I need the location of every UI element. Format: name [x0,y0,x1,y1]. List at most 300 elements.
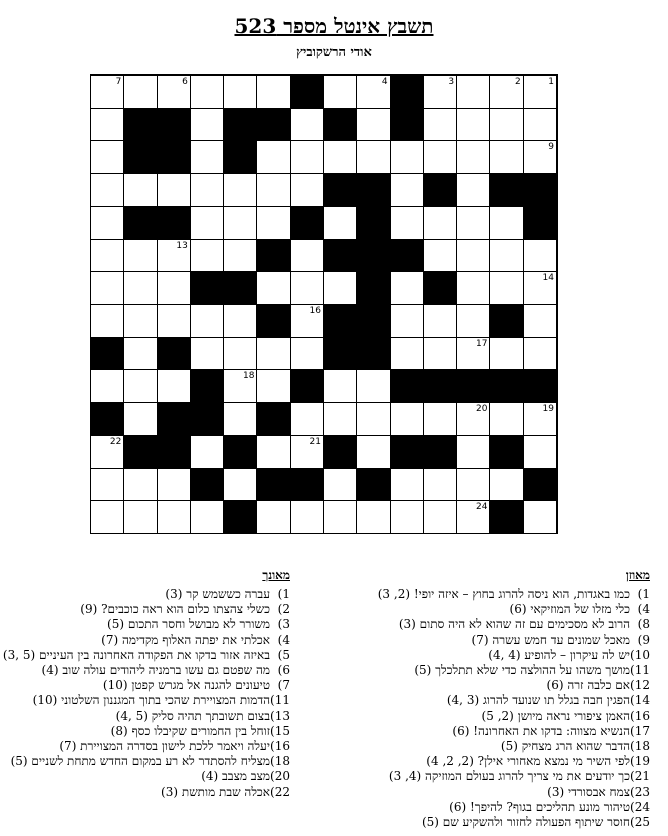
grid-cell[interactable] [157,173,191,207]
clue-number: 14) [630,693,650,708]
cell-number: 20 [475,404,488,415]
puzzle-title: תשבץ אינטל מספר 523 [234,14,434,38]
grid-cell-black [423,435,457,469]
grid-cell[interactable] [323,206,357,240]
grid-cell[interactable] [290,337,324,371]
grid-cell-black [523,369,557,403]
clue-number: 13) [270,708,290,723]
grid-cell-black [223,435,257,469]
across-clue [350,754,650,769]
grid-cell[interactable] [256,173,290,207]
grid-cell[interactable] [456,206,490,240]
across-clue [350,815,650,830]
grid-cell[interactable] [256,75,290,109]
grid-cell-black [323,239,357,273]
down-clue [0,754,290,769]
down-clue [0,678,290,693]
grid-cell[interactable] [489,140,523,174]
across-clue [350,617,650,632]
grid-cell[interactable] [190,239,224,273]
grid-cell[interactable] [523,108,557,142]
grid-cell[interactable] [223,337,257,371]
grid-cell-black [123,108,157,142]
grid-cell-black [489,369,523,403]
grid-cell[interactable] [90,206,124,240]
clue-text: כלי מזלו של המוזיקאי (6) [509,602,630,617]
grid-cell[interactable] [423,239,457,273]
across-clue [350,769,650,784]
grid-cell[interactable] [456,402,490,436]
grid-cell[interactable] [489,402,523,436]
grid-cell[interactable] [323,500,357,534]
grid-cell-black [157,337,191,371]
grid-cell[interactable] [489,468,523,502]
grid-cell[interactable] [390,206,424,240]
clue-text: יש לה עיקרון – להופיע (4 ,4) [488,647,630,662]
grid-cell-black [223,140,257,174]
grid-cell[interactable] [356,500,390,534]
across-clue [350,602,650,617]
grid-cell[interactable] [223,173,257,207]
grid-cell[interactable] [523,435,557,469]
grid-cell[interactable] [223,304,257,338]
grid-cell[interactable] [256,140,290,174]
cell-number: 21 [309,436,321,447]
grid-cell-black [157,402,191,436]
grid-cell[interactable] [323,140,357,174]
clue-text: לפי השיר מי נמצא מאחורי אילן? (2, 2, 4) [426,754,630,769]
grid-cell[interactable] [223,369,257,403]
down-clue [0,739,290,754]
grid-cell-black [190,369,224,403]
grid-cell[interactable] [390,500,424,534]
grid-cell-black [323,108,357,142]
grid-cell[interactable] [456,75,490,109]
across-clue-list [350,587,650,830]
grid-cell[interactable] [90,271,124,305]
grid-cell[interactable] [423,140,457,174]
grid-cell-black [223,271,257,305]
across-clue [350,648,650,663]
clue-number: 9) [637,632,650,647]
across-clue [350,693,650,708]
grid-cell-black [356,206,390,240]
grid-cell-black [90,337,124,371]
grid-cell[interactable] [90,108,124,142]
across-clue [350,724,650,739]
grid-cell-black [123,435,157,469]
grid-cell[interactable] [356,369,390,403]
grid-cell-black [423,271,457,305]
grid-cell-black [256,304,290,338]
clue-number: 1) [637,587,650,601]
grid-cell[interactable] [290,108,324,142]
clue-number: 11) [630,663,650,678]
clue-text: מה שפטם גם עשו ברמניה ליהודים עולה שוב (4) [41,663,270,678]
grid-cell-black [190,402,224,436]
grid-cell[interactable] [90,239,124,273]
clue-number: 15) [270,723,290,738]
grid-cell-black [390,239,424,273]
cell-number: 23 [542,469,554,480]
grid-cell-black [390,108,424,142]
grid-cell-black [390,369,424,403]
grid-cell[interactable] [90,435,124,469]
clue-text: אכלה שבת מותשת (3) [161,784,270,799]
grid-cell[interactable] [290,435,324,469]
clue-text: הנשיא מצווה: בדקו את האחרונה! (6) [452,723,630,738]
cell-number: 4 [381,77,388,87]
grid-cell[interactable] [456,239,490,273]
grid-cell[interactable] [157,75,191,109]
grid-cell[interactable] [489,271,523,305]
across-clue [350,587,650,602]
grid-cell[interactable] [390,140,424,174]
grid-cell[interactable] [523,271,557,305]
clue-number: 17) [630,723,650,738]
grid-cell[interactable] [323,369,357,403]
clue-number: 24) [630,799,650,814]
grid-cell[interactable] [256,337,290,371]
grid-cell-black [157,206,191,240]
grid-cell[interactable] [523,500,557,534]
grid-cell[interactable] [489,239,523,273]
grid-cell[interactable] [523,304,557,338]
grid-cell[interactable] [90,468,124,502]
grid-cell-black [523,173,557,207]
clue-text: משורר לא מבושל וחסר התכום (5) [107,617,270,632]
cell-number: 2 [514,77,521,87]
clue-text: צמח אבסורדי (3) [547,784,630,799]
across-clues [350,568,650,830]
grid-cell[interactable] [290,271,324,305]
grid-cell[interactable] [290,140,324,174]
across-clue [350,709,650,724]
grid-cell[interactable] [123,369,157,403]
grid-cell[interactable] [456,500,490,534]
grid-cell-black [323,304,357,338]
grid-cell[interactable] [190,140,224,174]
grid-cell[interactable] [123,75,157,109]
grid-cell[interactable] [256,500,290,534]
grid-cell-black [356,468,390,502]
grid-cell[interactable] [290,304,324,338]
grid-cell[interactable] [456,435,490,469]
clue-text: הפגין חבה בגלל תו שנועד להרוג (3 ,4) [446,693,630,708]
clue-text: הרוב לא מסכימים עם זה שהוא לא היה סתום (3) [398,617,630,632]
grid-cell-black [157,435,191,469]
grid-cell-black [290,75,324,109]
grid-cell[interactable] [456,108,490,142]
grid-cell-black [256,468,290,502]
cell-number: 12 [342,240,355,251]
grid-cell[interactable] [123,500,157,534]
grid-cell[interactable] [90,500,124,534]
down-clue [0,663,290,678]
grid-cell-black [523,468,557,502]
clue-number: 16) [630,708,650,723]
cell-number: 9 [548,142,554,153]
cell-number: 10 [342,175,355,186]
cell-number: 11 [542,207,554,218]
grid-cell[interactable] [123,402,157,436]
across-clue [350,800,650,815]
grid-cell[interactable] [90,369,124,403]
grid-cell[interactable] [390,304,424,338]
grid-cell[interactable] [423,206,457,240]
across-heading: מאוזן [625,568,650,582]
grid-cell[interactable] [157,468,191,502]
grid-cell[interactable] [456,468,490,502]
grid-cell[interactable] [523,337,557,371]
grid-cell-black [256,239,290,273]
down-clue [0,633,290,648]
grid-cell[interactable] [256,206,290,240]
across-clue [350,739,650,754]
clue-text: כשלי צהצתו כלום הוא ראה כוכבים? (9) [80,602,270,617]
grid-cell[interactable] [489,75,523,109]
grid-cell[interactable] [157,500,191,534]
clue-text: האמן ציפורי נראה מיושן (2, 5) [481,708,630,723]
grid-cell[interactable] [323,468,357,502]
cell-number: 22 [109,436,122,447]
grid-cell[interactable] [356,75,390,109]
grid-cell[interactable] [157,239,191,273]
grid-cell[interactable] [523,239,557,273]
grid-cell[interactable] [190,75,224,109]
cell-number: 16 [309,306,321,316]
puzzle-author: אודי הרשקוביץ [296,45,372,60]
grid-cell[interactable] [123,304,157,338]
down-clue [0,648,290,663]
grid-cell[interactable] [456,173,490,207]
grid-cell-black [290,468,324,502]
clue-text: מאכל שמונים עד חמש עשרה (7) [471,632,630,647]
clue-number: 18) [630,739,650,754]
grid-cell[interactable] [223,75,257,109]
grid-cell[interactable] [390,468,424,502]
down-clue [0,617,290,632]
clue-text: זוחל בין החמורים שקיבלו כסף (8) [110,723,270,738]
across-clue [350,663,650,678]
cell-number: 19 [542,404,554,415]
clue-number: 21) [630,769,650,784]
grid-cell[interactable] [290,239,324,273]
cell-number: 3 [448,77,455,87]
grid-cell-black [356,239,390,273]
grid-cell-black [123,206,157,240]
across-clue [350,633,650,648]
grid-cell[interactable] [356,108,390,142]
down-clue [0,602,290,617]
cell-number: 8 [182,109,188,120]
clue-number: 6) [277,663,290,678]
clue-number: 3) [277,617,290,632]
grid-cell[interactable] [390,173,424,207]
grid-cell[interactable] [123,239,157,273]
clue-text: כך יודעים את מי צריך להרוג בעולם המוזיקה (4, 3) [388,769,630,784]
grid-cell-black [256,108,290,142]
clue-number: 4) [277,632,290,647]
grid-cell[interactable] [157,304,191,338]
cell-number: 1 [548,77,554,87]
grid-cell-black [256,402,290,436]
grid-cell[interactable] [323,75,357,109]
cell-number: 13 [176,240,188,251]
grid-cell[interactable] [256,435,290,469]
grid-cell[interactable] [523,75,557,109]
clue-text: טיהור מונע תהליכים בגוף? להיפך! (6) [449,799,630,814]
grid-cell[interactable] [356,140,390,174]
down-heading: מאונך [262,568,290,582]
clue-text: טיעונים להגנה אל מגרש קפטן (10) [102,678,270,693]
clue-number: 20) [270,769,290,784]
cell-number: 7 [115,77,122,87]
grid-cell[interactable] [523,402,557,436]
grid-cell[interactable] [323,402,357,436]
grid-cell[interactable] [423,75,457,109]
clue-number: 2) [277,602,290,617]
grid-cell-black [356,304,390,338]
grid-cell[interactable] [456,271,490,305]
clue-text: מושך משהו על ההולצה כדי שלא תתלכלך (5) [414,663,630,678]
grid-cell[interactable] [190,500,224,534]
grid-cell[interactable] [489,206,523,240]
grid-cell[interactable] [190,337,224,371]
grid-cell[interactable] [423,108,457,142]
grid-cell-black [489,435,523,469]
grid-cell[interactable] [323,271,357,305]
clue-text: מצב מצבב (4) [201,769,270,784]
grid-cell[interactable] [390,271,424,305]
cell-number: 5 [315,77,321,87]
cell-number: 6 [182,77,188,87]
grid-cell[interactable] [123,271,157,305]
grid-cell-black [523,206,557,240]
clue-number: 12) [630,678,650,693]
grid-cell[interactable] [423,337,457,371]
grid-cell[interactable] [190,173,224,207]
clue-text: הדבר שהוא הרג מצחיק (5) [500,739,630,754]
grid-cell-black [456,369,490,403]
grid-cell-black [223,500,257,534]
clue-number: 11) [270,693,290,708]
grid-cell-black [423,369,457,403]
down-clue [0,724,290,739]
grid-cell-black [489,173,523,207]
grid-cell[interactable] [456,337,490,371]
grid-cell-black [356,173,390,207]
down-clue-list [0,587,290,800]
grid-cell[interactable] [456,304,490,338]
grid-cell[interactable] [190,304,224,338]
cell-number: 24 [475,502,488,513]
grid-cell[interactable] [90,75,124,109]
grid-cell[interactable] [456,140,490,174]
cell-number: 14 [542,273,554,284]
grid-cell-black [190,271,224,305]
down-clue [0,587,290,602]
clue-text: כמו באגדות, הוא ניסה להרוג בחוץ – איזה יופי! (2, 3) [377,587,630,601]
grid-cell-black [489,500,523,534]
grid-cell-black [90,402,124,436]
cell-number: 25 [242,502,255,513]
grid-cell-black [123,140,157,174]
grid-cell-black [157,108,191,142]
grid-cell-black [356,337,390,371]
clue-number: 22) [270,784,290,799]
grid-cell[interactable] [489,108,523,142]
grid-cell[interactable] [123,468,157,502]
grid-cell[interactable] [356,402,390,436]
clue-text: באיזה אזור בדקו את הפקודה האחרונה בין העיניים (5 ,3) [2,647,270,662]
grid-cell[interactable] [223,239,257,273]
clue-text: יעלה ויאמר ללכת לישון בסדרה המצויירת (7) [59,739,270,754]
grid-cell[interactable] [223,206,257,240]
clue-text: מצליח להסתדר לא רע במקום החדש מתחת לשניים (5) [10,754,270,769]
clue-number: 1) [277,587,290,601]
grid-cell[interactable] [356,435,390,469]
grid-cell[interactable] [390,402,424,436]
grid-cell[interactable] [290,173,324,207]
grid-cell[interactable] [90,304,124,338]
grid-cell[interactable] [223,402,257,436]
grid-cell[interactable] [423,468,457,502]
grid-cell[interactable] [190,206,224,240]
clue-number: 23) [630,784,650,799]
clue-number: 25) [630,815,650,830]
down-clue [0,709,290,724]
crossword-grid [90,74,558,534]
grid-cell[interactable] [423,500,457,534]
cell-number: 15 [376,273,388,284]
grid-cell[interactable] [290,500,324,534]
grid-cell[interactable] [423,402,457,436]
grid-cell[interactable] [423,304,457,338]
cell-number: 18 [242,371,255,382]
grid-cell[interactable] [90,173,124,207]
grid-cell[interactable] [157,271,191,305]
grid-cell[interactable] [290,402,324,436]
grid-cell[interactable] [123,173,157,207]
grid-cell-black [223,108,257,142]
grid-cell-black [390,435,424,469]
grid-cell[interactable] [190,108,224,142]
grid-cell[interactable] [256,271,290,305]
grid-cell[interactable] [157,369,191,403]
across-clue [350,785,650,800]
clue-text: הדמות המצויירת שהכי בתוך המגננון השלטוני (10) [32,693,270,708]
grid-cell-black [290,369,324,403]
grid-cell[interactable] [123,337,157,371]
clue-text: אכלתי את יפתה האלוף מקדימה (7) [101,632,270,647]
grid-cell-black [323,337,357,371]
grid-cell[interactable] [90,140,124,174]
clue-text: אם כלבה זרה (6) [546,678,630,693]
grid-cell[interactable] [489,337,523,371]
clue-number: 4) [637,602,650,617]
grid-cell[interactable] [223,468,257,502]
grid-cell[interactable] [256,369,290,403]
grid-cell-black [356,271,390,305]
clue-text: בצום תשובתך תהיה סליק (5 ,4) [115,708,270,723]
down-clue [0,785,290,800]
across-clue [350,678,650,693]
grid-cell[interactable] [190,435,224,469]
grid-cell[interactable] [523,140,557,174]
grid-cell-black [390,75,424,109]
grid-cell[interactable] [390,337,424,371]
